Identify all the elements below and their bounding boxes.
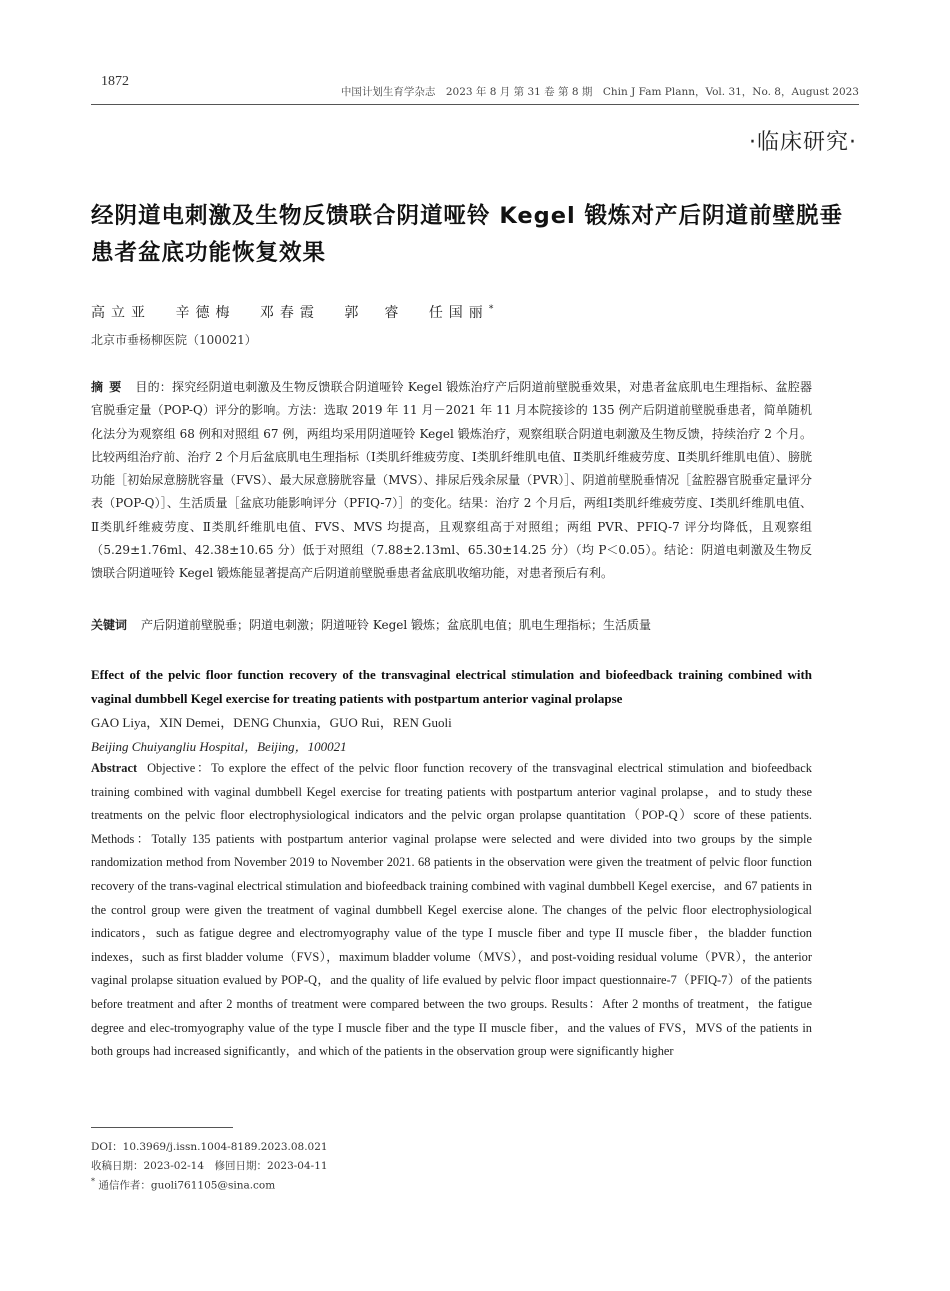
- corresponding-footnote-mark: *: [91, 1177, 95, 1186]
- author-cn: 高立亚: [91, 305, 151, 321]
- footnote-rule: [91, 1127, 233, 1128]
- journal-running-header: 中国计划生育学杂志 2023 年 8 月 第 31 卷 第 8 期 Chin J Fam Plann，Vol. 31，No. 8，August 2023: [340, 86, 859, 98]
- abstract-cn-text: 目的：探究经阴道电刺激及生物反馈联合阴道哑铃 Kegel 锻炼治疗产后阴道前壁脱垂效果，对患者盆底肌电生理指标、盆腔器官脱垂定量（POP-Q）评分的影响。方法：选取 2019 年 11 月－2021 年 11 月本院接诊的 135 例产后阴道前壁脱垂患者，简单随机化法分为观察组 68 例和对照组 67 例，两组均采用阴道哑铃 Kegel 锻炼治疗，观察组联合阴道电刺激及生物反馈，持续治疗 2 个月。比较两组治疗前、治疗 2 个月后盆底肌电生理指标（Ⅰ类肌纤维疲劳度、Ⅰ类肌纤维肌电值、Ⅱ类肌纤维疲劳度、Ⅱ类肌纤维肌电值）、膀胱功能［初始尿意膀胱容量（FVS）、最大尿意膀胱容量（MVS）、排尿后残余尿量（PVR）］、阴道前壁脱垂情况［盆腔器官脱垂定量评分表（POP-Q）］、生活质量［盆底功能影响评分（PFIQ-7）］的变化。结果：治疗 2 个月后，两组Ⅰ类肌纤维疲劳度、Ⅰ类肌纤维肌电值、Ⅱ类肌纤维疲劳度、Ⅱ类肌纤维肌电值、FVS、MVS 均提高，且观察组高于对照组；两组 PVR、PFIQ-7 评分均降低，且观察组（5.29±1.76ml、42.38±10.65 分）低于对照组（7.88±2.13ml、65.30±14.25 分）（均 P＜0.05）。结论：阴道电刺激及生物反馈联合阴道哑铃 Kegel 锻炼能显著提高产后阴道前壁脱垂患者盆底肌收缩功能，对患者预后有利。: [91, 380, 812, 581]
- author-cn: 辛德梅: [175, 305, 236, 321]
- article-title-en: Effect of the pelvic floor function recovery of the transvaginal electrical stimulation and biofeedback training combined with vaginal dumbbell Kegel exercise for treating patients with postpartum anterior vaginal prolapse: [91, 667, 812, 706]
- footnote-corresponding: [91, 1177, 275, 1193]
- author-list-cn: [91, 302, 493, 322]
- footnote-dates: 收稿日期：2023-02-14 修回日期：2023-04-11: [91, 1160, 328, 1172]
- keywords-cn-text: 产后阴道前壁脱垂；阴道电刺激；阴道哑铃 Kegel 锻炼；盆底肌电值；肌电生理指标；生活质量: [141, 618, 652, 632]
- author-cn: 任国丽: [428, 305, 489, 321]
- page-number: 1872: [101, 74, 129, 89]
- abstract-en: [91, 757, 812, 1064]
- abstract-en-text: Objective：To explore the effect of the pelvic floor function recovery of the transvaginal electrical stimulation and biofeedback training combined with vaginal dumbbell Kegel exercise for treating patients with postpartum anterior vaginal prolapse，and to study these treatments on the pelvic floor electrophysiological indicators and the pelvic organ prolapse quantitation（POP-Q）score of these patients. Methods：Totally 135 patients with postpartum anterior vaginal prolapse were selected and were divided into two groups by the simple randomization method from November 2019 to November 2021. 68 patients in the observation were given the treatment of pelvic floor function recovery of the trans-vaginal electrical stimulation and biofeedback training combined with vaginal dumbbell Kegel exercise，and 67 patients in the control group were given the treatment of vaginal dumbbell Kegel exercise alone. The changes of the pelvic floor electrophysiological indicators，such as fatigue degree and electromyography value of the type I muscle fiber and type II muscle fiber，the bladder function indexes，such as first bladder volume（FVS），maximum bladder volume（MVS），and post-voiding residual volume（PVR），the anterior vaginal prolapse situation evalued by POP-Q，and the quality of life evalued by pelvic floor impact questionnaire-7（PFIQ-7）of the patients before treatment and after 2 months of treatment were compared between the two groups. Results：After 2 months of treatment，the fatigue degree and elec-tromyography value of the type I muscle fiber and the type II muscle fiber，and the values of FVS，MVS of the patients in both groups had increased significantly，and which of the patients in the observation group were significantly higher: [91, 761, 812, 1059]
- keywords-cn-label: 关键词: [91, 618, 128, 632]
- abstract-cn: [91, 376, 812, 586]
- header-rule: [91, 104, 859, 105]
- affiliation-en: Beijing Chuiyangliu Hospital，Beijing，100021: [91, 739, 347, 754]
- keywords-cn: [91, 616, 812, 633]
- author-list-en: GAO Liya，XIN Demei，DENG Chunxia，GUO Rui，REN Guoli: [91, 715, 452, 730]
- abstract-cn-label: 摘要: [91, 380, 128, 394]
- abstract-en-label: Abstract: [91, 761, 138, 775]
- author-cn: 郭 睿: [344, 305, 405, 321]
- corresponding-mark: *: [488, 304, 494, 315]
- footnote-doi: DOI：10.3969/j.issn.1004-8189.2023.08.021: [91, 1141, 328, 1153]
- corresponding-email: 通信作者：guoli761105@sina.com: [98, 1179, 276, 1192]
- section-label: ·临床研究·: [749, 130, 857, 155]
- article-title-cn: 经阴道电刺激及生物反馈联合阴道哑铃 Kegel 锻炼对产后阴道前壁脱垂患者盆底功能恢复效果: [91, 203, 844, 266]
- author-cn: 邓春霞: [259, 305, 320, 321]
- affiliation-cn: 北京市垂杨柳医院（100021）: [91, 333, 257, 347]
